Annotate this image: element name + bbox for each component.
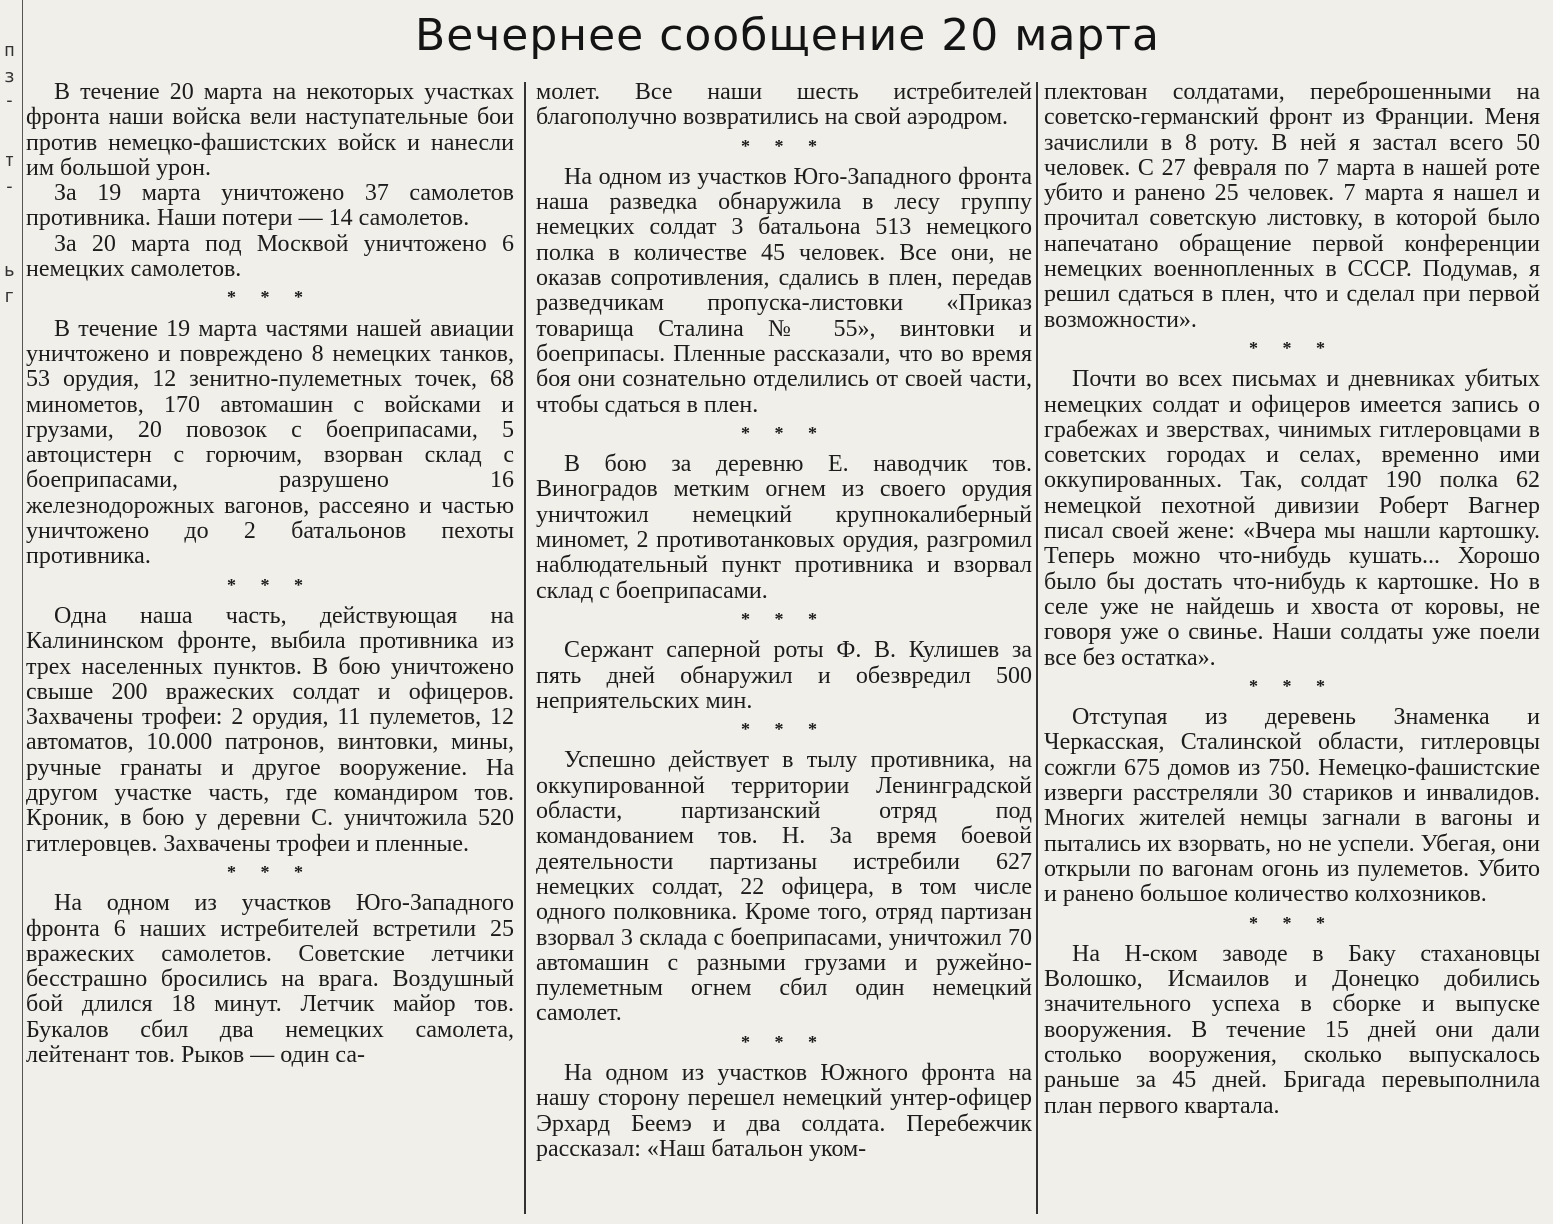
news-paragraph: Почти во всех письмах и дневниках убитых немецких солдат и офицеров имеется запись о грабежах и зверствах, чинимых гитлеровцами в советских городах и селах, временно ими оккупированных. Так, солдат 190 полка 62 немецкой пехотной дивизии Роберт Вагнер писал своей жене: «Вчера мы нашли картошку. Теперь можно что-нибудь кушать... Хорошо было бы достать что-нибудь к картошке. Но в селе уже не найдешь и хвоста от коровы, не говоря уже о свинье. Наши солдаты уже поели все без остатка».: [1044, 366, 1540, 671]
margin-glyph: п: [4, 40, 15, 61]
section-separator: * * *: [1249, 337, 1335, 358]
continued-paragraph: молет. Все наши шесть истребителей благополучно возвратились на свой аэродром.: [536, 80, 1032, 131]
section-separator: * * *: [741, 719, 827, 740]
section-separator: * * *: [741, 608, 827, 629]
column-divider: [524, 82, 526, 1214]
page-title: Вечернее сообщение 20 марта: [415, 10, 1160, 61]
section-separator: * * *: [1249, 675, 1335, 696]
margin-glyph: г: [4, 286, 15, 307]
article-column-1: [26, 80, 514, 1216]
article-column-3: [1044, 80, 1540, 1216]
news-paragraph: За 19 марта уничтожено 37 самолетов противника. Наши потери — 14 самолетов.: [26, 180, 514, 232]
section-separator: * * *: [227, 287, 313, 308]
news-paragraph: В бою за деревню Е. наводчик тов. Виноградов метким огнем из своего орудия уничтожил немецкий крупнокалиберный миномет, 2 противотанковых орудия, разгромил наблюдательный пункт противника и взорвал склад с боеприпасами.: [536, 451, 1032, 604]
news-paragraph: На одном из участков Юго-Западного фронта 6 наших истребителей встретили 25 вражеских самолетов. Советские летчики бесстрашно бросились на врага. Воздушный бой длился 18 минут. Летчик майор тов. Букалов сбил два немецких самолета, лейтенант тов. Рыков — один са-: [26, 890, 514, 1068]
news-paragraph: На одном из участков Юго-Западного фронта наша разведка обнаружила в лесу группу немецких солдат 3 батальона 513 немецкого полка в количестве 45 человек. Все они, не оказав сопротивления, сдались в плен, передав разведчикам пропуска-листовки «Приказ товарища Сталина № 55», винтовки и боеприпасы. Пленные рассказали, что во время боя они сознательно отделились от своей части, чтобы сдаться в плен.: [536, 163, 1032, 418]
margin-glyph: -: [4, 176, 15, 197]
news-paragraph: Сержант саперной роты Ф. В. Кулишев за пять дней обнаружил и обезвредил 500 неприятельских мин.: [536, 637, 1032, 714]
section-separator: * * *: [741, 422, 827, 443]
continued-paragraph: плектован солдатами, переброшенными на советско-германский фронт из Франции. Меня зачислили в 8 роту. В ней я застал всего 50 человек. С 27 февраля по 7 марта в нашей роте убито и ранено 25 человек. 7 марта я нашел и прочитал советскую листовку, в которой было напечатано обращение первой конференции немецких военнопленных в СССР. Подумав, я решил сдаться в плен, что и сделал при первой возможности».: [1044, 80, 1540, 333]
section-separator: * * *: [1249, 912, 1335, 933]
news-paragraph: На одном из участков Южного фронта на нашу сторону перешел немецкий унтер-офицер Эрхард Беемэ и два солдата. Перебежчик рассказал: «Наш батальон уком-: [536, 1059, 1032, 1162]
news-paragraph: В течение 20 марта на некоторых участках фронта наши войска вели наступательные бои против немецко-фашистских войск и нанесли им большой урон.: [26, 80, 514, 181]
news-paragraph: Одна наша часть, действующая на Калининском фронте, выбила противника из трех населенных пунктов. В бою уничтожено свыше 200 вражеских солдат и офицеров. Захвачены трофеи: 2 орудия, 11 пулеметов, 12 автоматов, 10.000 патронов, винтовки, мины, ручные гранаты и другое вооружение. На другом участке часть, где командиром тов. Кроник, в бою у деревни С. уничтожила 520 гитлеровцев. Захвачены трофеи и пленные.: [26, 602, 514, 857]
margin-glyph: ь: [4, 260, 15, 281]
left-margin-strip: [0, 0, 23, 1224]
margin-glyph: т: [4, 150, 15, 171]
margin-glyph: з: [4, 66, 15, 87]
section-separator: * * *: [227, 861, 313, 882]
news-paragraph: Отступая из деревень Знаменка и Черкасская, Сталинской области, гитлеровцы сожгли 675 домов из 750. Немецко-фашистские изверги расстреляли 30 стариков и инвалидов. Многих жителей немцы загнали в вагоны и пытались их взорвать, но не успели. Убегая, они открыли по вагонам огонь из пулеметов. Убито и ранено большое количество колхозников.: [1044, 704, 1540, 908]
news-paragraph: За 20 марта под Москвой уничтожено 6 немецких самолетов.: [26, 230, 514, 283]
news-paragraph: На Н-ском заводе в Баку стахановцы Волошко, Исмаилов и Донецко добились значительного успеха в сборке и выпуске вооружения. В течение 15 дней они дали столько вооружения, сколько выпускалось раньше за 45 дней. Бригада перевыполнила план первого квартала.: [1044, 940, 1540, 1119]
news-paragraph: В течение 19 марта частями нашей авиации уничтожено и повреждено 8 немецких танков, 53 орудия, 12 зенитно-пулеметных точек, 68 минометов, 170 автомашин с войсками и грузами, 20 повозок с боеприпасами, 5 автоцистерн с горючим, взорван склад с боеприпасами, разрушено 16 железнодорожных вагонов, рассеяно и частью уничтожено до 2 батальонов пехоты противника.: [26, 315, 514, 570]
section-separator: * * *: [227, 574, 313, 595]
section-separator: * * *: [741, 1031, 827, 1052]
news-paragraph: Успешно действует в тылу противника, на оккупированной территории Ленинградской области, партизанский отряд под командованием тов. Н. За время боевой деятельности партизаны истребили 627 немецких солдат, 22 офицера, в том числе одного полковника. Кроме того, отряд партизан взорвал 3 склада с боеприпасами, уничтожил 70 автомашин с разными грузами и ружейно-пулеметным огнем сбил один немецкий самолет.: [536, 747, 1032, 1027]
article-column-2: [536, 80, 1032, 1216]
section-separator: * * *: [741, 135, 827, 156]
column-divider: [1036, 82, 1038, 1214]
margin-glyph: -: [4, 90, 15, 111]
